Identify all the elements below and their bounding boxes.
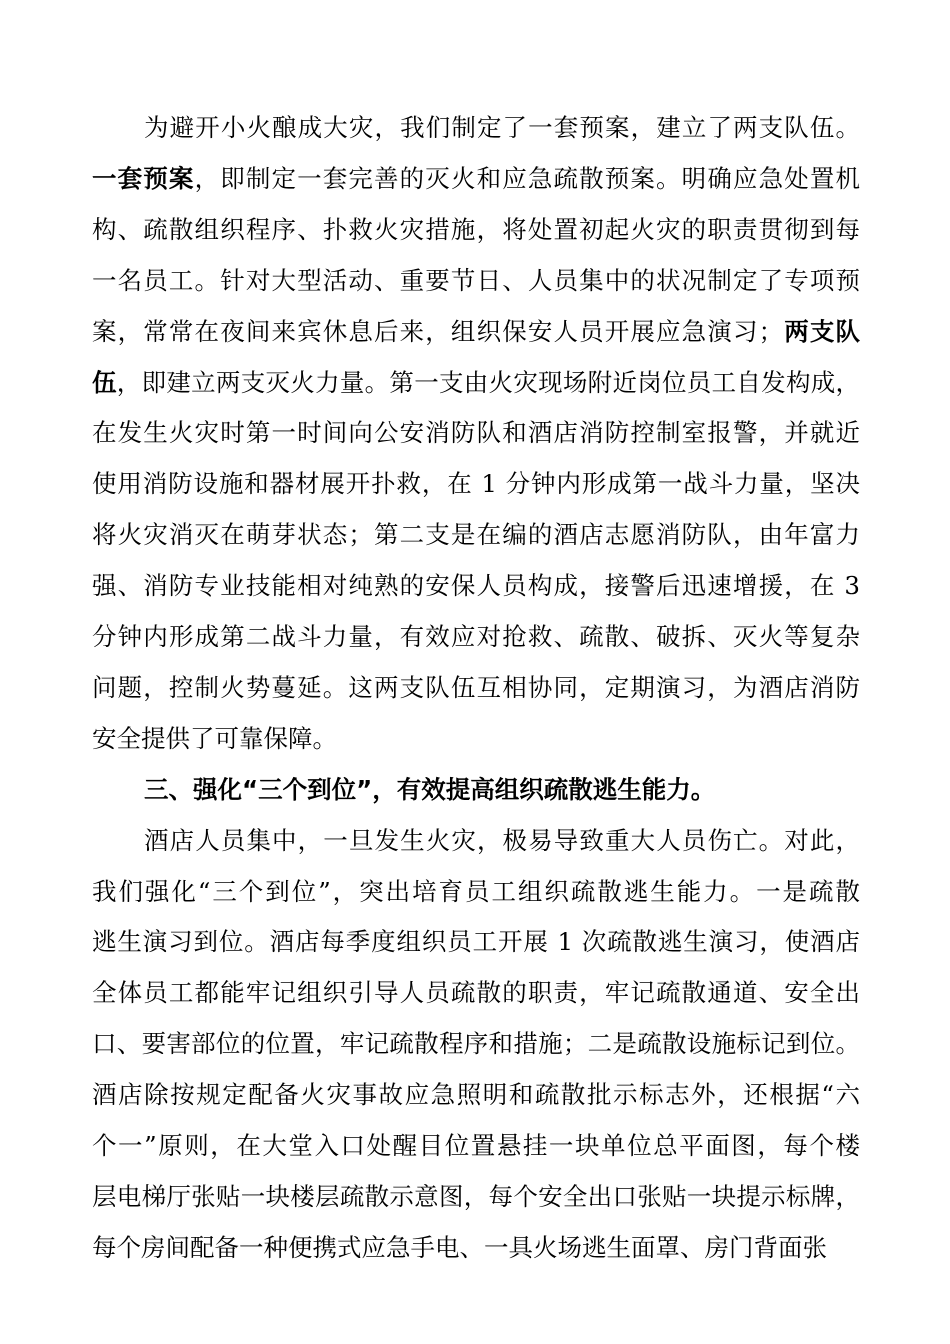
paragraph-line xyxy=(92,719,860,759)
text-run: ，即建立两支灭火力量。第一支由火灾现场附近岗位员工自发构成， xyxy=(116,368,860,397)
text-run: 个一”原则，在大堂入口处醒目位置悬挂一块单位总平面图，每个楼 xyxy=(92,1131,860,1160)
paragraph-line xyxy=(92,1075,860,1115)
text-run: 案，常常在夜间来宾休息后来，组织保安人员开展应急演习； xyxy=(92,317,784,346)
text-run: 在发生火灾时第一时间向公安消防队和酒店消防控制室报警，并就近 xyxy=(92,418,860,447)
text-run: ，即制定一套完善的灭火和应急疏散预案。明确应急处置机 xyxy=(194,164,860,193)
paragraph-line xyxy=(92,1228,860,1268)
text-run: 安全提供了可靠保障。 xyxy=(92,724,337,753)
text-run: 强、消防专业技能相对纯熟的安保人员构成，接警后迅速增援，在 3 xyxy=(92,571,860,600)
text-run: 口、要害部位的位置，牢记疏散程序和措施；二是疏散设施标记到位。 xyxy=(92,1029,860,1058)
bold-text-run: 一套预案 xyxy=(92,164,195,193)
text-run: 每个房间配备一种便携式应急手电、一具火场逃生面罩、房门背面张 xyxy=(92,1233,827,1262)
text-run: 酒店除按规定配备火灾事故应急照明和疏散批示标志外，还根据“六 xyxy=(92,1080,860,1109)
text-run: 为避开小火酿成大灾，我们制定了一套预案，建立了两支队伍。 xyxy=(144,113,860,142)
paragraph-line xyxy=(92,617,860,657)
text-run: 问题，控制火势蔓延。这两支队伍互相协同，定期演习，为酒店消防 xyxy=(92,673,860,702)
text-run: 逃生演习到位。酒店每季度组织员工开展 1 次疏散逃生演习，使酒店 xyxy=(92,927,860,956)
paragraph-line xyxy=(92,973,860,1013)
paragraph-line xyxy=(92,1126,860,1166)
text-run: 我们强化“三个到位”，突出培育员工组织疏散逃生能力。一是疏散 xyxy=(92,877,860,906)
paragraph-line xyxy=(92,566,860,606)
text-run: 全体员工都能牢记组织引导人员疏散的职责，牢记疏散通道、安全出 xyxy=(92,978,860,1007)
paragraph-line xyxy=(92,159,860,199)
bold-text-run: 伍 xyxy=(92,368,117,397)
text-run: 酒店人员集中，一旦发生火灾，极易导致重大人员伤亡。对此， xyxy=(144,826,860,855)
paragraph-line xyxy=(144,108,860,148)
paragraph-line xyxy=(92,1177,860,1217)
text-run: 使用消防设施和器材展开扑救，在 1 分钟内形成第一战斗力量，坚决 xyxy=(92,469,860,498)
text-run: 构、疏散组织程序、扑救火灾措施，将处置初起火灾的职责贯彻到每 xyxy=(92,215,860,244)
paragraph-line xyxy=(92,261,860,301)
paragraph-line xyxy=(92,413,860,453)
paragraph-line xyxy=(92,312,860,352)
paragraph-line xyxy=(92,1024,860,1064)
paragraph-line xyxy=(92,464,860,504)
text-run: 一名员工。针对大型活动、重要节日、人员集中的状况制定了专项预 xyxy=(92,266,860,295)
section-heading xyxy=(144,770,860,810)
bold-text-run: 三、强化“三个到位”，有效提高组织疏散逃生能力。 xyxy=(144,775,716,804)
text-run: 层电梯厅张贴一块楼层疏散示意图，每个安全出口张贴一块提示标牌， xyxy=(92,1182,860,1211)
text-run: 分钟内形成第二战斗力量，有效应对抢救、疏散、破拆、灭火等复杂 xyxy=(92,622,860,651)
bold-text-run: 两支队 xyxy=(783,317,860,346)
paragraph-line xyxy=(92,668,860,708)
paragraph-line xyxy=(92,922,860,962)
paragraph-line xyxy=(144,821,860,861)
paragraph-line xyxy=(92,210,860,250)
text-run: 将火灾消灭在萌芽状态；第二支是在编的酒店志愿消防队，由年富力 xyxy=(92,520,860,549)
paragraph-line xyxy=(92,872,860,912)
paragraph-line xyxy=(92,363,860,403)
paragraph-line xyxy=(92,515,860,555)
